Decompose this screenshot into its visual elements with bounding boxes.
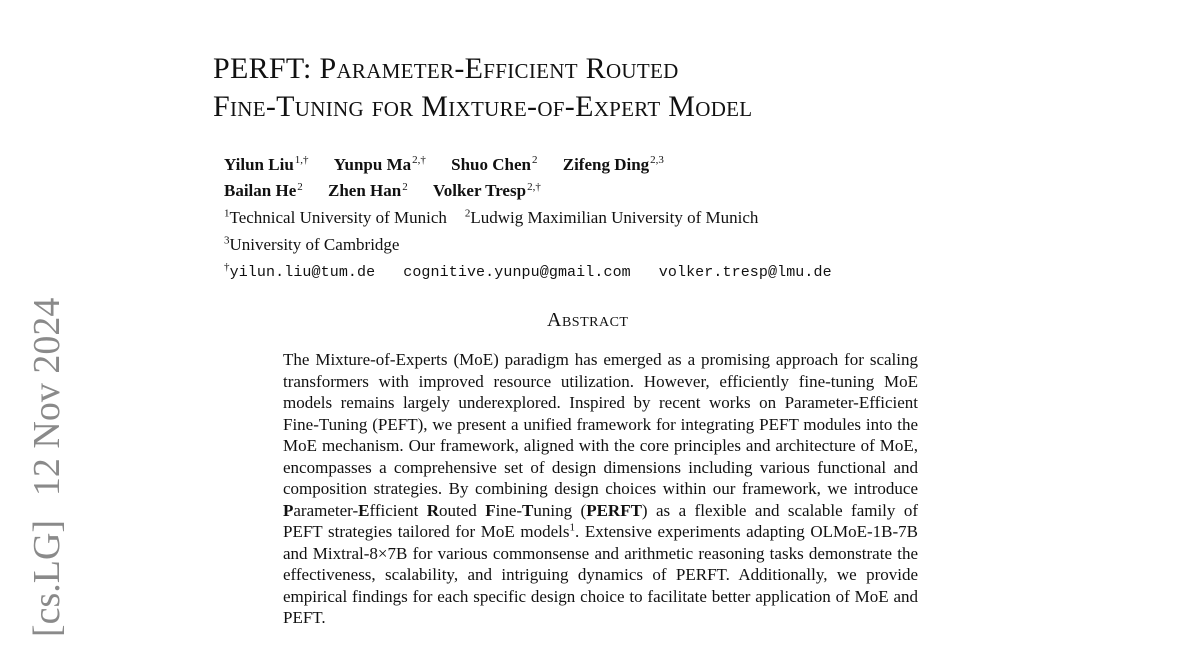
author: Zifeng Ding$^{2,3}$ [562,154,664,174]
author: Bailan He$^2$ [224,180,303,201]
author: Yilun Liu$^{1,\dagger}$ [224,154,309,174]
abstract-body: The Mixture-of-Experts (MoE) paradigm has emerged as a promising approach for scaling transformers with improved resource utilization. However, efficiently fine-tuning MoE models remains largely underexplored. Inspired by recent works on Parameter-Efficient Fine-Tuning (PEFT), we present a unified framework for integrating PEFT modules into the MoE mechanism. Our framework, aligned with the core principles and architecture of MoE, encompasses a comprehensive set of design dimensions including various functional and composition strategies. By combining design choices within our framework, we introduce Parameter-Efficient Routed Fine-Tuning (PERFT) as a flexible and scalable family of PEFT strategies tailored for MoE models$^1$. Extensive experiments adapting OLMoE-1B-7B and Mixtral-8×7B for various commonsense and arithmetic reasoning tasks demonstrate the effectiveness, scalability, and intriguing dynamics of PERFT. Additionally, we provide empirical findings for each specific design choice to facilitate better application of MoE and PEFT. [283,350,918,627]
email-link[interactable]: yilun.liu@tum.de [229,263,376,281]
author-row [224,176,832,203]
abstract-heading: Abstract [547,309,629,331]
arxiv-date: 12 Nov 2024 [26,298,68,497]
author: Yunpu $Ma^{2,\dagger}$ [333,154,426,174]
paper-title [213,50,752,126]
author: Shuo Chen$^2$ [451,154,538,174]
affiliation-row [224,229,832,256]
affiliation: $^2$Ludwig Maximilian University of Munich [464,207,759,227]
author-block [224,149,832,284]
author: Volker Tresp$^{2,\dagger}$ [433,180,541,201]
author-row [224,149,832,176]
author: Zhen Han$^2$ [328,180,408,201]
arxiv-stamp [28,298,66,637]
affiliation-row [224,202,832,229]
affiliation: $^3$University of Cambridge [224,233,400,254]
title-line-1: PERFT: Parameter-Efficient Routed [213,52,679,85]
affiliation: $^1$Technical University of Munich [224,207,447,227]
acronym: PERFT [586,500,642,520]
email-link[interactable]: volker.tresp@lmu.de [658,263,832,281]
arxiv-category: [cs.LG] [26,519,68,638]
email-row: †yilun.liu@tum.de cognitive.yunpu@gmail.com volker.tresp@lmu.de [224,260,832,281]
email-link[interactable]: cognitive.yunpu@gmail.com [403,263,631,281]
title-line-2: Fine-Tuning for Mixture-of-Expert Model [213,90,753,123]
footnote-mark[interactable]: 1 [569,521,575,534]
